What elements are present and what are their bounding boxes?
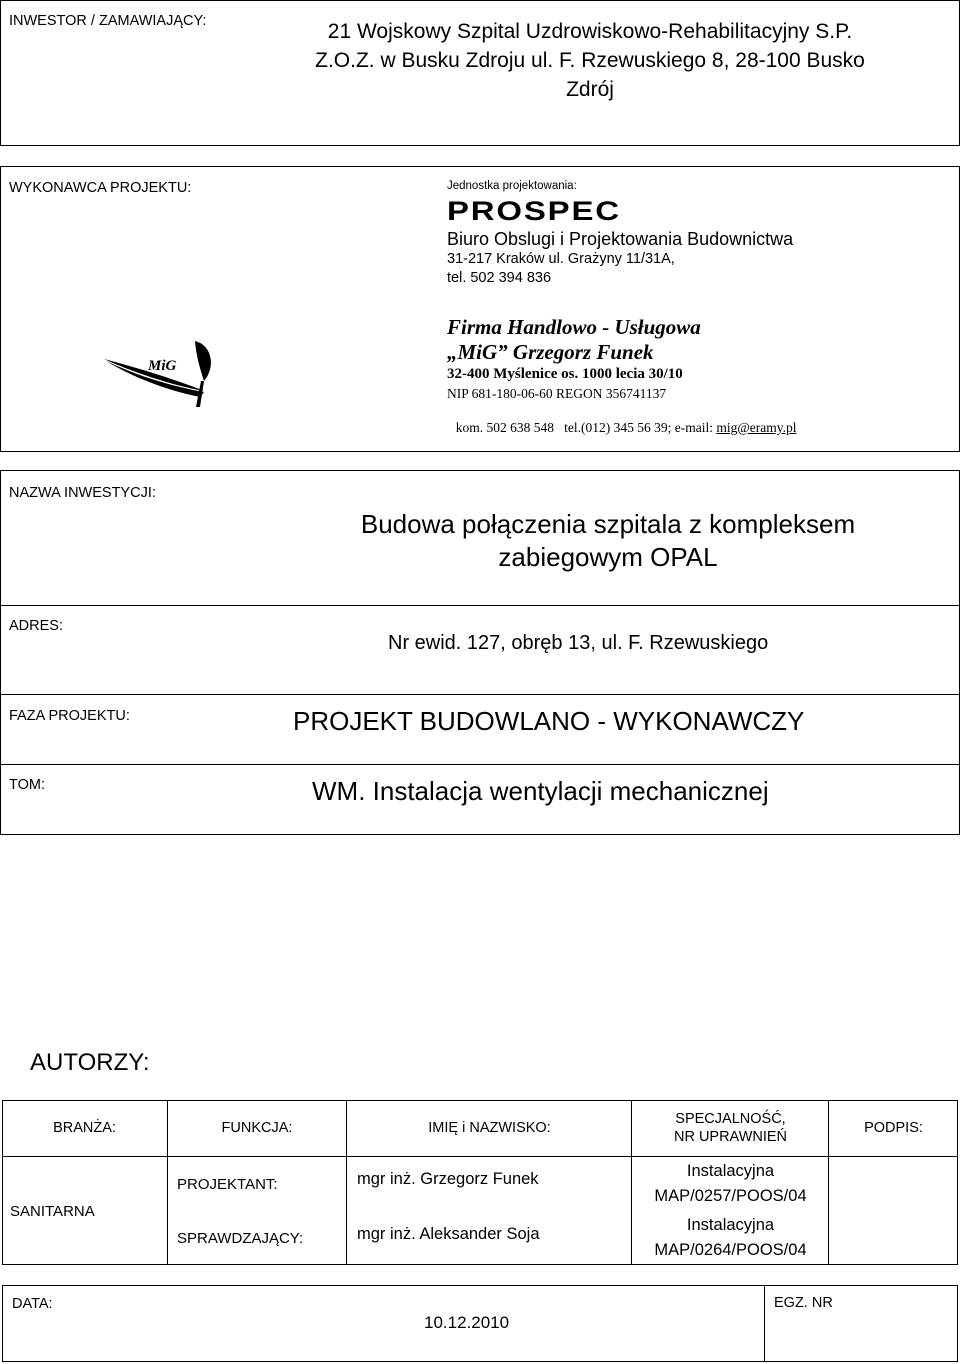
- date-value: 10.12.2010: [424, 1313, 510, 1332]
- header-spec-line-2: NR UPRAWNIEŃ: [673, 1129, 788, 1145]
- row-2-name: mgr inż. Aleksander Soja: [357, 1224, 540, 1243]
- investor-name: [230, 17, 950, 104]
- header-branch: BRANŻA:: [53, 1120, 116, 1136]
- investor-line-1: 21 Wojskowy Szpital Uzdrowiskowo-Rehabilitacyjny S.P.: [327, 20, 853, 43]
- row-2-license: MAP/0264/POOS/04: [654, 1241, 807, 1259]
- row-2-spec: [632, 1211, 829, 1265]
- row-1-spec-name: Instalacyjna: [686, 1162, 775, 1180]
- phase-value: PROJEKT BUDOWLANO - WYKONAWCZY: [293, 706, 805, 736]
- bureau-name: Biuro Obslugi i Projektowania Budownictwa: [447, 229, 794, 249]
- row-2-spec-name: Instalacyjna: [686, 1216, 775, 1234]
- row-1-name: mgr inż. Grzegorz Funek: [357, 1169, 539, 1188]
- firm-line-2: „MiG” Grzegorz Funek: [447, 340, 654, 364]
- authors-table: [2, 1100, 958, 1265]
- contractor-label: WYKONAWCA PROJEKTU:: [9, 180, 192, 196]
- investor-label: INWESTOR / ZAMAWIAJĄCY:: [9, 13, 207, 29]
- investment-label: NAZWA INWESTYCJI:: [9, 485, 156, 501]
- row-2-function: SPRAWDZAJĄCY:: [177, 1229, 304, 1247]
- investment-name: [300, 508, 916, 574]
- investor-line-2: Z.O.Z. w Busku Zdroju ul. F. Rzewuskiego 8, 28-100 Busko: [315, 49, 865, 72]
- firm-email-link[interactable]: mig@eramy.pl: [716, 420, 797, 435]
- design-unit-label: Jednostka projektowania:: [447, 180, 577, 192]
- address-value: Nr ewid. 127, obręb 13, ul. F. Rzewuskiego: [388, 632, 769, 654]
- firm-address: 32-400 Myślenice os. 1000 lecia 30/10: [447, 366, 683, 382]
- row-1-spec: [632, 1157, 829, 1211]
- address-label: ADRES:: [9, 618, 63, 634]
- volume-label: TOM:: [9, 777, 45, 793]
- firm-contact-text: kom. 502 638 548 tel.(012) 345 56 39; e-mail:: [455, 420, 717, 435]
- firm-ids: NIP 681-180-06-60 REGON 356741137: [447, 386, 667, 401]
- authors-title: AUTORZY:: [30, 1049, 150, 1076]
- firm-line-1: Firma Handlowo - Usługowa: [447, 315, 701, 339]
- row-1-license: MAP/0257/POOS/04: [654, 1187, 807, 1205]
- header-signature: PODPIS:: [864, 1120, 923, 1136]
- investor-line-3: Zdrój: [566, 78, 614, 101]
- divider-phase-volume: [0, 764, 960, 765]
- footer-table: [2, 1285, 958, 1362]
- branch-value: SANITARNA: [10, 1202, 95, 1220]
- firm-contact: [449, 404, 797, 436]
- header-function: FUNKCJA:: [221, 1120, 293, 1136]
- prospec-logo: PROSPEC: [447, 196, 621, 226]
- copy-number-label: EGZ. NR: [774, 1295, 833, 1311]
- mig-logo-graphic: [100, 325, 220, 415]
- mig-logo-text: MiG: [148, 358, 177, 374]
- date-label: DATA:: [12, 1296, 53, 1312]
- phase-label: FAZA PROJEKTU:: [9, 708, 130, 724]
- bureau-address: 31-217 Kraków ul. Grażyny 11/31A,: [447, 251, 675, 267]
- divider-investment-address: [0, 605, 960, 606]
- volume-value: WM. Instalacja wentylacji mechanicznej: [312, 776, 769, 806]
- divider-address-phase: [0, 694, 960, 695]
- header-name: IMIĘ i NAZWISKO:: [428, 1120, 551, 1136]
- investment-line-1: Budowa połączenia szpitala z kompleksem: [360, 509, 856, 539]
- investment-line-2: zabiegowym OPAL: [498, 542, 718, 572]
- header-spec-line-1: SPECJALNOŚĆ,: [675, 1111, 786, 1127]
- header-spec: [632, 1100, 829, 1156]
- mig-logo: [100, 325, 220, 415]
- row-1-function: PROJEKTANT:: [177, 1175, 278, 1193]
- bureau-phone: tel. 502 394 836: [447, 270, 552, 286]
